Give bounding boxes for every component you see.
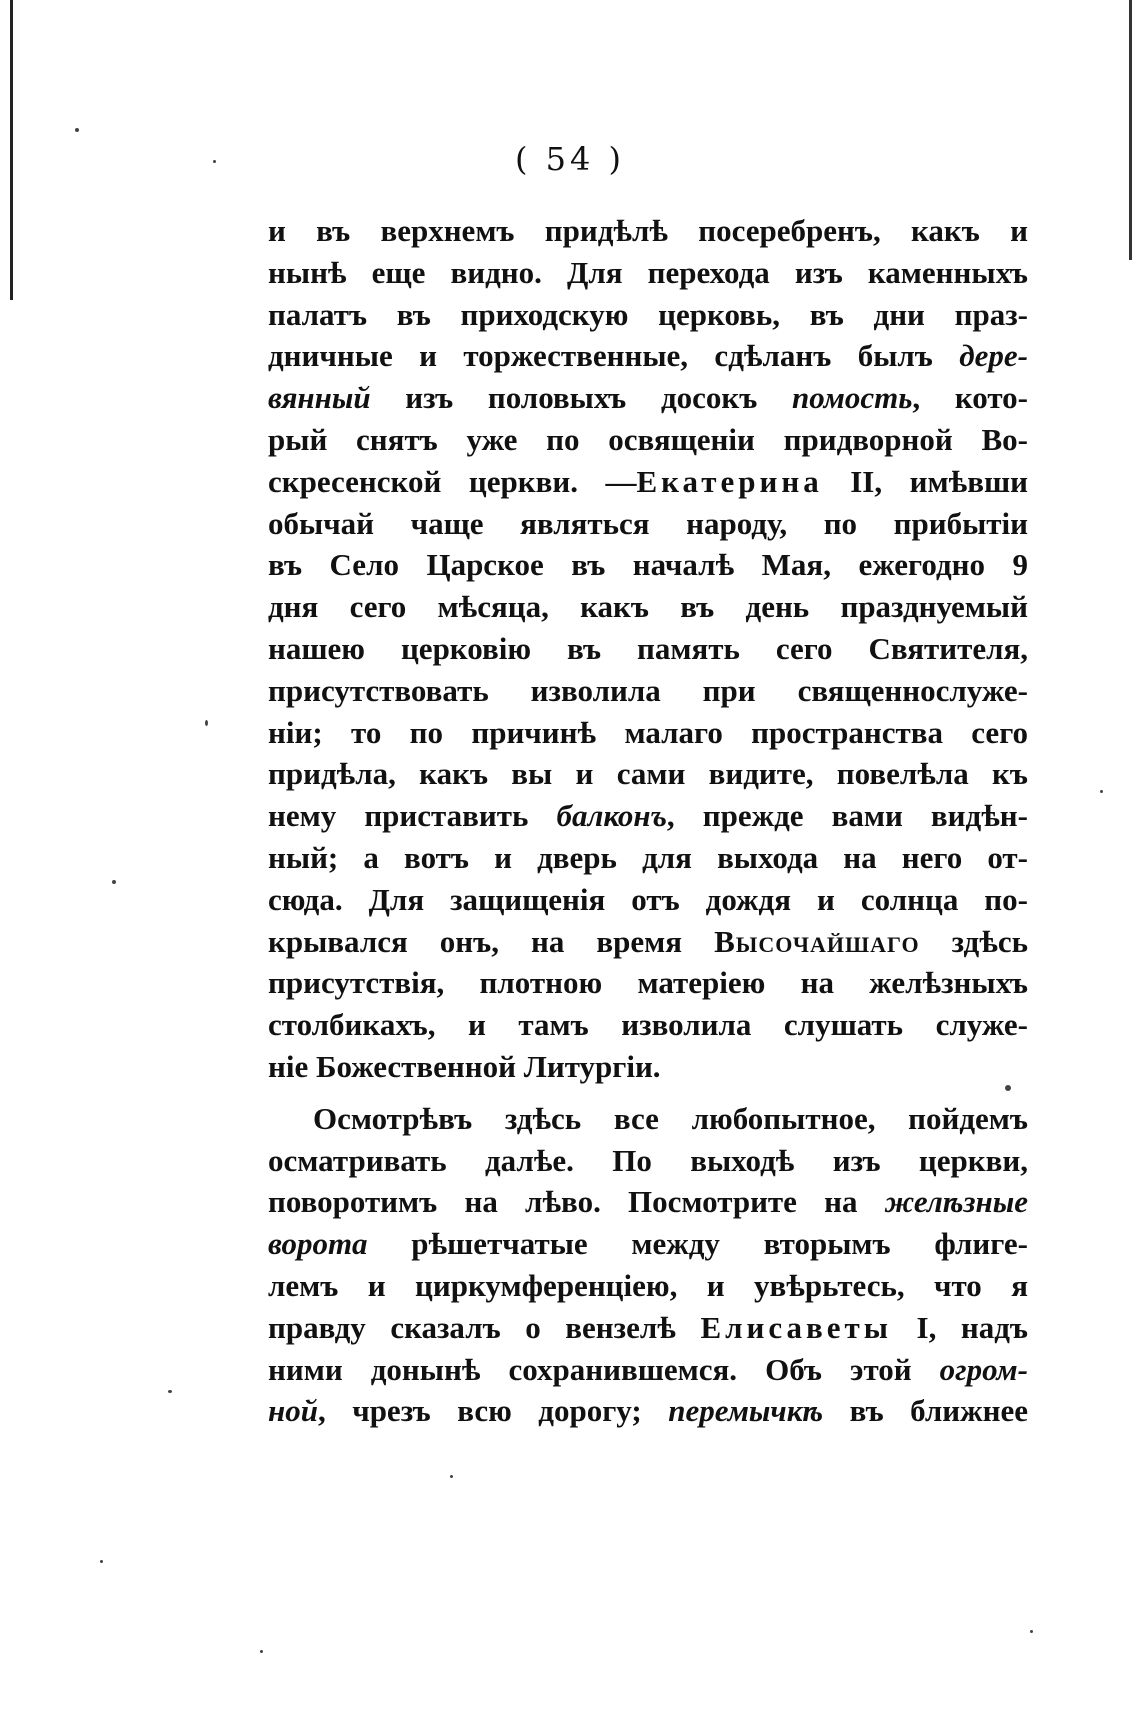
- text-line: нынѣ еще видно. Для перехода изъ каменныхъ: [268, 254, 1028, 290]
- scan-speck: [112, 880, 116, 884]
- text-line: лемъ и циркумференціею, и увѣрьтесь, что я: [268, 1267, 1028, 1303]
- text-line: дня сего мѣсяца, какъ въ день празднуемый: [268, 589, 1028, 625]
- paragraph-2: [268, 1098, 1028, 1432]
- italic-term: огром-: [939, 1351, 1028, 1387]
- italic-term: балконъ: [556, 798, 667, 834]
- text-line: рый снятъ уже по освященіи придворной Во-: [268, 421, 1028, 457]
- text-line: крывался онъ, на время Высочайшаго здѣсь: [268, 923, 1028, 959]
- scan-speck: [450, 1475, 453, 1478]
- scan-speck: [168, 1390, 172, 1393]
- scan-speck: [100, 1560, 103, 1563]
- text-line: сюда. Для защищенія отъ дождя и солнца по-: [268, 881, 1028, 917]
- italic-term: дере-: [959, 338, 1028, 374]
- text-line: поворотимъ на лѣво. Посмотрите на желѣзные: [268, 1184, 1028, 1220]
- italic-term: перемычкѣ: [668, 1393, 824, 1429]
- text-line: вянный изъ половыхъ досокъ помость, кото-: [268, 380, 1029, 416]
- text-line: и въ верхнемъ придѣлѣ посеребренъ, какъ и: [268, 213, 1028, 248]
- text-line: дничные и торжественные, сдѣланъ былъ дере-: [268, 338, 1028, 374]
- text-line: присутствія, плотною матеріею на желѣзныхъ: [268, 965, 1028, 1001]
- scan-speck: [205, 720, 208, 726]
- text-line: нашею церковію въ память сего Святителя,: [268, 630, 1028, 666]
- text-line: обычай чаще являться народу, по прибытіи: [268, 505, 1028, 541]
- italic-term: помость: [792, 380, 913, 416]
- scan-speck: [75, 128, 79, 132]
- text-line: придѣла, какъ вы и сами видите, повелѣла къ: [268, 756, 1028, 792]
- text-line: въ Село Царское въ началѣ Мая, ежегодно 9: [268, 547, 1028, 583]
- scan-speck: [1100, 790, 1103, 793]
- italic-term: желѣзные: [884, 1184, 1028, 1220]
- text-line: ворота рѣшетчатые между вторымъ флиге-: [268, 1226, 1028, 1262]
- page-edge-right: [1129, 0, 1132, 260]
- scan-speck: [260, 1650, 263, 1653]
- spaced-name: Елисаветы: [700, 1309, 892, 1345]
- text-line: палатъ въ приходскую церковь, въ дни праз-: [268, 296, 1028, 332]
- text-line: осматривать далѣе. По выходѣ изъ церкви,: [268, 1142, 1028, 1178]
- caps-word: Высочайшаго: [714, 923, 920, 959]
- text-line: ной, чрезъ всю дорогу; перемычкѣ въ ближнее: [268, 1393, 1029, 1429]
- text-line: ними донынѣ сохранившемся. Объ этой огром-: [268, 1351, 1028, 1387]
- text-line: правду сказалъ о вензелѣ Елисаветы I, надъ: [268, 1309, 1028, 1345]
- text-line: присутствовать изволила при священнослуже-: [268, 672, 1028, 708]
- scan-speck: [1030, 1630, 1033, 1633]
- text-line: ніи; то по причинѣ малаго пространства сего: [268, 714, 1028, 750]
- text-line: нему приставить балконъ, прежде вами видѣн-: [268, 798, 1028, 834]
- body-text: [268, 210, 1028, 1432]
- scan-speck: [1005, 1085, 1011, 1091]
- italic-term: ворота: [268, 1226, 368, 1262]
- spaced-name: Екатерина: [636, 463, 823, 499]
- italic-term: ной: [268, 1393, 318, 1429]
- text-line: ніе Божественной Литургіи.: [268, 1048, 661, 1084]
- text-line: скресенской церкви. —Екатерина II, имѣвши: [268, 463, 1029, 499]
- page-number: ( 54 ): [514, 140, 626, 178]
- scan-speck: [213, 160, 216, 163]
- paragraph-1: [268, 210, 1028, 1088]
- italic-term: вянный: [268, 380, 371, 416]
- text-line: ный; а вотъ и дверь для выхода на него от-: [268, 839, 1028, 875]
- text-line: Осмотрѣвъ здѣсь все любопытное, пойдемъ: [313, 1100, 1028, 1136]
- text-line: столбикахъ, и тамъ изволила слушать служе-: [268, 1007, 1028, 1043]
